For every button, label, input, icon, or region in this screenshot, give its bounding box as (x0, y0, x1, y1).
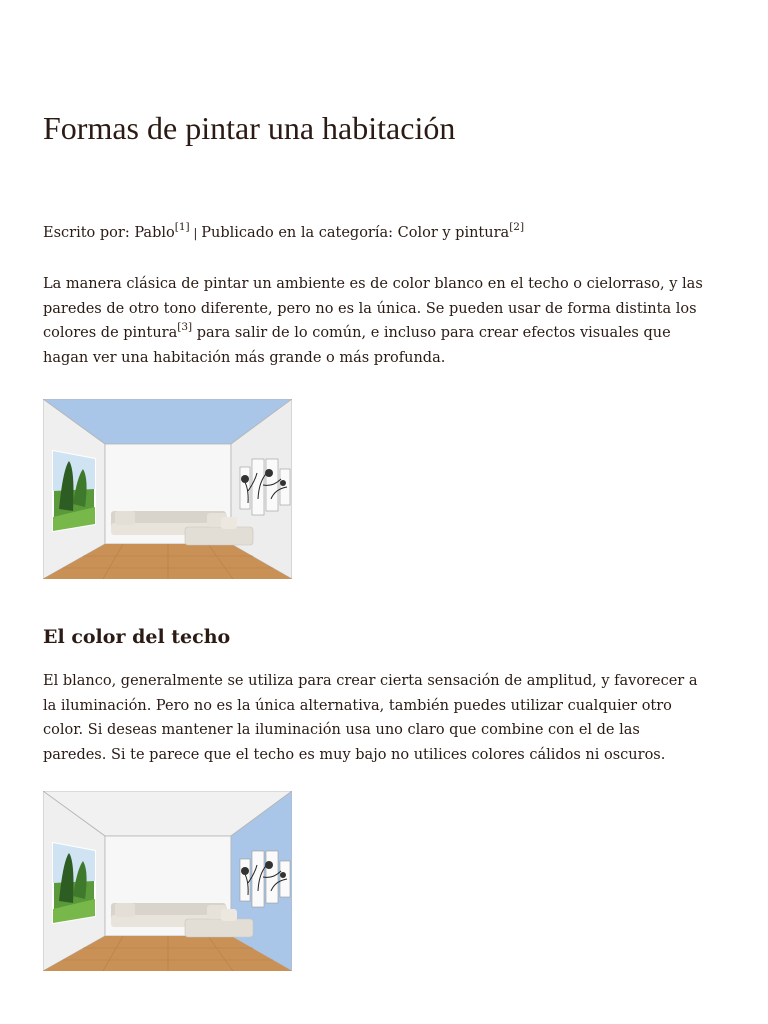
category-ref[interactable]: [2] (509, 221, 525, 234)
byline-separator: | (189, 226, 202, 240)
intro-paragraph (43, 272, 703, 370)
author-prefix: Escrito por: (43, 225, 135, 241)
room-illustration (43, 791, 292, 971)
room-image-blue-ceiling (43, 399, 292, 579)
intro-line: La manera clásica de pintar un ambiente es de color blanco en el techo o cielorraso, y las (43, 276, 703, 292)
intro-line: paredes de otro tono diferente, pero no es la única. Se pueden usar de forma distinta los (43, 300, 697, 317)
category-link[interactable]: Color y pintura (397, 225, 510, 241)
section-heading: El color del techo (43, 626, 231, 648)
room-image-blue-wall (43, 791, 292, 971)
section-line: color. Si deseas mantener la iluminación usa uno claro que combine con el de las (43, 722, 640, 738)
room-illustration (43, 399, 292, 579)
author-ref[interactable]: [1] (174, 221, 190, 234)
category-prefix: Publicado en la categoría: (201, 225, 398, 241)
intro-line (43, 321, 683, 346)
section-paragraph (43, 669, 698, 767)
section-line: la iluminación. Pero no es la única alternativa, también puedes utilizar cualquier otro (43, 697, 672, 714)
author-link[interactable]: Pablo (134, 225, 175, 241)
intro-line: hagan ver una habitación más grande o más profunda. (43, 349, 446, 366)
section-line: El blanco, generalmente se utiliza para crear cierta sensación de amplitud, y favorecer a (43, 673, 698, 689)
page-title: Formas de pintar una habitación (43, 110, 456, 146)
byline (43, 222, 524, 244)
paint-colors-link[interactable]: colores de pintura (43, 325, 178, 341)
intro-line-rest: para salir de lo común, e incluso para crear efectos visuales que (192, 325, 671, 341)
paint-colors-ref[interactable]: [3] (177, 321, 193, 334)
section-line: paredes. Si te parece que el techo es muy bajo no utilices colores cálidos ni oscuros. (43, 746, 666, 763)
